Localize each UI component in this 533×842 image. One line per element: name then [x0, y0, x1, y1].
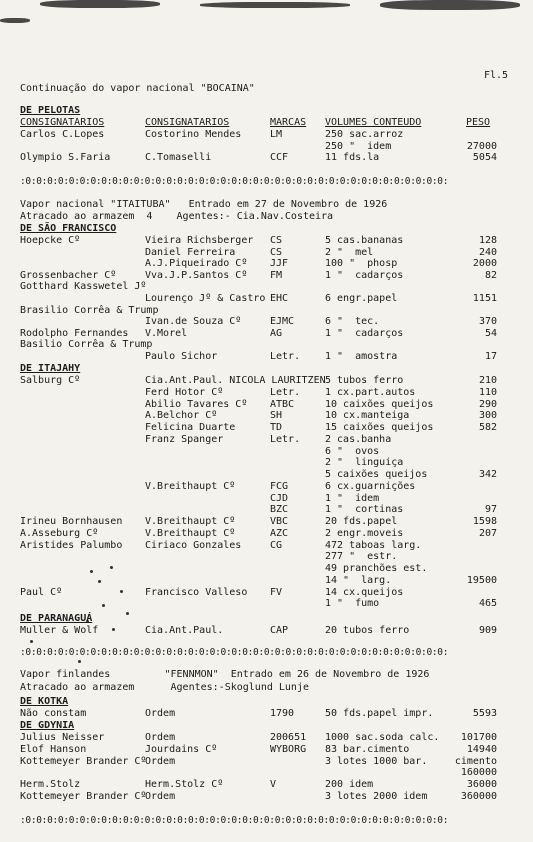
weight-cell: 210 — [478, 375, 497, 386]
mark-cell: FM — [270, 269, 283, 281]
consignee-cell: Gotthard Kasswetel Jº — [20, 281, 147, 293]
volume-content-cell: 1 " idem — [325, 492, 380, 504]
consignee-cell: Kottemeyer Brander Cº — [20, 755, 147, 767]
shipper-cell: Daniel Ferreira — [145, 246, 236, 258]
column-header: VOLUMES CONTEUDO — [325, 117, 422, 128]
consignee-cell: Grossenbacher Cº — [20, 269, 117, 281]
volume-content-cell: 5 tubos ferro — [325, 375, 404, 386]
column-header: CONSIGNATARIOS — [20, 117, 105, 128]
ink-speck — [112, 628, 115, 631]
volume-content-cell: 472 taboas larg. — [325, 539, 422, 551]
volume-content-cell: 1 cx.part.autos — [325, 386, 416, 398]
consignee-cell: Elof Hanson — [20, 743, 87, 755]
weight-cell: 5054 — [472, 152, 497, 163]
weight-cell: 97 — [484, 504, 497, 516]
weight-cell: 465 — [478, 598, 497, 610]
volume-content-cell: 200 idem — [325, 779, 374, 791]
ink-speck — [110, 566, 113, 569]
mark-cell: CJD — [270, 492, 289, 504]
weight-cell: 342 — [478, 469, 497, 480]
mark-cell: TD — [270, 422, 283, 433]
ink-speck — [90, 570, 93, 573]
consignee-cell: Rodolpho Fernandes — [20, 327, 129, 339]
ink-speck — [102, 604, 105, 607]
origin-heading: DE PELOTAS — [20, 105, 81, 116]
mark-cell: Letr. — [270, 351, 301, 362]
volume-content-cell: 14 cx.queijos — [325, 586, 404, 598]
weight-cell: 17 — [484, 351, 497, 362]
mark-cell: 200651 — [270, 732, 307, 743]
mark-cell: LM — [270, 129, 283, 140]
shipper-cell: Costorino Mendes — [145, 129, 242, 140]
mark-cell: CCF — [270, 152, 289, 163]
ink-smudge — [380, 0, 520, 10]
mark-cell: 1790 — [270, 708, 295, 719]
weight-cell: 2000 — [472, 258, 497, 270]
shipper-cell: Lourenço Jº & Castro — [145, 293, 266, 304]
weight-cell: 582 — [478, 422, 497, 433]
shipper-cell: V.Breithaupt Cº — [145, 480, 236, 492]
weight-cell: cimento — [454, 755, 497, 767]
volume-content-cell: 50 fds.papel impr. — [325, 708, 434, 719]
volume-content-cell: 20 fds.papel — [325, 516, 398, 527]
volume-content-cell: 10 caixões queijos — [325, 398, 434, 410]
mark-cell: CS — [270, 246, 283, 258]
weight-cell: 5593 — [472, 708, 497, 719]
weight-cell: 27000 — [466, 140, 497, 152]
shipper-cell: Francisco Valleso — [145, 586, 248, 598]
origin-heading: DE PARANAGUÁ — [20, 613, 93, 624]
weight-cell: 300 — [478, 410, 497, 422]
mark-cell: SH — [270, 410, 283, 422]
volume-content-cell: 1 " cortinas — [325, 504, 404, 516]
page-number: Fl.5 — [484, 70, 509, 81]
volume-content-cell: 2 cas.banha — [325, 433, 392, 445]
consignee-cell: Irineu Bornhausen — [20, 516, 123, 527]
volume-content-cell: 250 " idem — [325, 140, 392, 152]
ink-smudge — [0, 18, 30, 23]
ink-speck — [98, 580, 101, 583]
separator: :0:0:0:0:0:0:0:0:0:0:0:0:0:0:0:0:0:0:0:0:0:0:0:0:0:0:0:0:0:0:0:0:0:0:0:0:0:0:0: — [20, 815, 449, 826]
weight-cell: 370 — [478, 316, 497, 328]
shipper-cell: V.Morel — [145, 327, 188, 339]
volume-content-cell: 3 lotes 1000 bar. — [325, 755, 428, 767]
volume-content-cell: 6 " ovos — [325, 445, 380, 457]
shipper-cell: Ordem — [145, 791, 176, 802]
volume-content-cell: 10 cx.manteiga — [325, 410, 410, 422]
mark-cell: CS — [270, 235, 283, 246]
consignee-cell: Não constam — [20, 708, 87, 719]
consignee-cell: Salburg Cº — [20, 375, 81, 386]
ink-speck — [120, 590, 123, 593]
weight-cell: 14940 — [466, 743, 497, 755]
separator: :0:0:0:0:0:0:0:0:0:0:0:0:0:0:0:0:0:0:0:0:0:0:0:0:0:0:0:0:0:0:0:0:0:0:0:0:0:0:0: — [20, 176, 449, 187]
shipper-cell: Vieira Richsberger — [145, 235, 254, 246]
volume-content-cell: 100 " phosp — [325, 258, 398, 270]
vessel-line: Vapor nacional "ITAITUBA" Entrado em 27 de Novembro de 1926 — [20, 199, 388, 210]
consignee-cell: Aristides Palumbo — [20, 539, 123, 551]
mark-cell: AZC — [270, 527, 289, 539]
consignee-cell: Julius Neisser — [20, 732, 105, 743]
volume-content-cell: 5 cas.bananas — [325, 235, 404, 246]
dock-line: Atracado ao armazem 4 Agentes:- Cia.Nav.Costeira — [20, 211, 334, 222]
mark-cell: BZC — [270, 504, 289, 516]
shipper-cell: Paulo Sichor — [145, 351, 218, 362]
volume-content-cell: 2 " linguiça — [325, 457, 404, 469]
volume-content-cell: 49 pranchões est. — [325, 563, 428, 574]
weight-cell: 54 — [484, 327, 497, 339]
shipper-cell: Franz Spanger — [145, 433, 224, 445]
mark-cell: CAP — [270, 625, 289, 636]
volume-content-cell: 15 caixões queijos — [325, 422, 434, 433]
shipper-cell: Ordem — [145, 755, 176, 767]
volume-content-cell: 1 " fumo — [325, 598, 380, 610]
mark-cell: FV — [270, 586, 283, 598]
ink-smudge — [200, 2, 350, 8]
shipper-cell: Ordem — [145, 732, 176, 743]
column-header: CONSIGNATARIOS — [145, 117, 230, 128]
volume-content-cell: 277 " estr. — [325, 551, 398, 563]
mark-cell: Letr. — [270, 433, 301, 445]
mark-cell: EJMC — [270, 316, 295, 328]
weight-cell: 82 — [484, 269, 497, 281]
dock-line: Atracado ao armazem Agentes:-Skoglund Lunje — [20, 682, 309, 693]
shipper-cell: Vva.J.P.Santos Cº — [145, 269, 248, 281]
vessel-line: Vapor finlandes "FENNMON" Entrado em 26 de Novembro de 1926 — [20, 669, 430, 680]
volume-content-cell: 1000 sac.soda calc. — [325, 732, 440, 743]
volume-content-cell: 1 " cadarços — [325, 327, 404, 339]
volume-content-cell: 11 fds.la — [325, 152, 380, 163]
shipper-cell: Ivan.de Souza Cº — [145, 316, 242, 328]
mark-cell: VBC — [270, 516, 289, 527]
mark-cell: Letr. — [270, 386, 301, 398]
mark-cell: AG — [270, 327, 283, 339]
volume-content-cell: 3 lotes 2000 idem — [325, 791, 428, 802]
volume-content-cell: 6 engr.papel — [325, 293, 398, 304]
volume-content-cell: 20 tubos ferro — [325, 625, 410, 636]
ink-speck — [78, 660, 81, 663]
mark-cell: ATBC — [270, 398, 295, 410]
shipper-cell: V.Breithaupt Cº — [145, 527, 236, 539]
shipper-cell: Abilio Tavares Cº — [145, 398, 248, 410]
weight-cell: 1598 — [472, 516, 497, 527]
shipper-cell: Cia.Ant.Paul. — [145, 625, 224, 636]
mark-cell: V — [270, 779, 277, 791]
consignee-cell: Olympio S.Faria — [20, 152, 111, 163]
volume-content-cell: 14 " larg. — [325, 574, 392, 586]
weight-cell: 36000 — [466, 779, 497, 791]
consignee-cell: Carlos C.Lopes — [20, 129, 105, 140]
consignee-cell: Paul Cº — [20, 586, 63, 598]
weight-cell: 290 — [478, 398, 497, 410]
page-heading: Continuação do vapor nacional "BOCAINA" — [20, 83, 255, 94]
shipper-cell: Ferd Hotor Cº — [145, 386, 224, 398]
volume-content-cell: 250 sac.arroz — [325, 129, 404, 140]
ink-speck — [126, 612, 129, 615]
weight-cell: 1151 — [472, 293, 497, 304]
shipper-cell: A.J.Piqueirado Cº — [145, 258, 248, 270]
mark-cell: JJF — [270, 258, 289, 270]
mark-cell: CG — [270, 539, 283, 551]
volume-content-cell: 1 " cadarços — [325, 269, 404, 281]
volume-content-cell: 5 caixões queijos — [325, 469, 428, 480]
shipper-cell: Felicina Duarte — [145, 422, 236, 433]
origin-heading: DE KOTKA — [20, 696, 69, 707]
origin-heading: DE SÃO FRANCISCO — [20, 223, 117, 234]
consignee-cell: Hoepcke Cº — [20, 235, 81, 246]
weight-cell: 128 — [478, 235, 497, 246]
column-header: MARCAS — [270, 117, 307, 128]
origin-heading: DE ITAJAHY — [20, 363, 81, 374]
weight-cell: 360000 — [460, 791, 497, 802]
shipper-cell: Jourdains Cº — [145, 743, 218, 755]
shipper-cell: Ciriaco Gonzales — [145, 539, 242, 551]
weight-cell: 101700 — [460, 732, 497, 743]
weight-cell: 207 — [478, 527, 497, 539]
consignee-cell: Brasilio Corrêa & Trump — [20, 304, 159, 316]
consignee-cell: Muller & Wolf — [20, 625, 99, 636]
weight-cell: 19500 — [466, 574, 497, 586]
weight-cell: 110 — [478, 386, 497, 398]
mark-cell: FCG — [270, 480, 289, 492]
volume-content-cell: 83 bar.cimento — [325, 743, 410, 755]
shipper-cell: A.Belchor Cº — [145, 410, 218, 422]
consignee-cell: Basilio Corrêa & Trump — [20, 339, 153, 351]
consignee-cell: Herm.Stolz — [20, 779, 81, 791]
separator: :0:0:0:0:0:0:0:0:0:0:0:0:0:0:0:0:0:0:0:0:0:0:0:0:0:0:0:0:0:0:0:0:0:0:0:0:0:0:0: — [20, 647, 449, 658]
shipper-cell: C.Tomaselli — [145, 152, 212, 163]
consignee-cell: A.Asseburg Cº — [20, 527, 99, 539]
volume-content-cell: 6 cx.guarnições — [325, 480, 416, 492]
weight-cell: 160000 — [460, 767, 497, 779]
weight-cell: 909 — [478, 625, 497, 636]
origin-heading: DE GDYNIA — [20, 720, 75, 731]
volume-content-cell: 1 " amostra — [325, 351, 398, 362]
mark-cell: WYBORG — [270, 743, 307, 755]
shipper-cell: Ordem — [145, 708, 176, 719]
shipper-cell: Cia.Ant.Paul. NICOLA LAURITZEN — [145, 375, 326, 386]
volume-content-cell: 2 " mel — [325, 246, 374, 258]
weight-cell: 240 — [478, 246, 497, 258]
shipper-cell: V.Breithaupt Cº — [145, 516, 236, 527]
shipper-cell: Herm.Stolz Cº — [145, 779, 224, 791]
column-header: PESO — [466, 117, 491, 128]
consignee-cell: Kottemeyer Brander Cº — [20, 791, 147, 802]
ink-smudge — [40, 0, 160, 8]
volume-content-cell: 2 engr.moveis — [325, 527, 404, 539]
ink-speck — [30, 640, 33, 643]
volume-content-cell: 6 " tec. — [325, 316, 380, 328]
mark-cell: EHC — [270, 293, 289, 304]
